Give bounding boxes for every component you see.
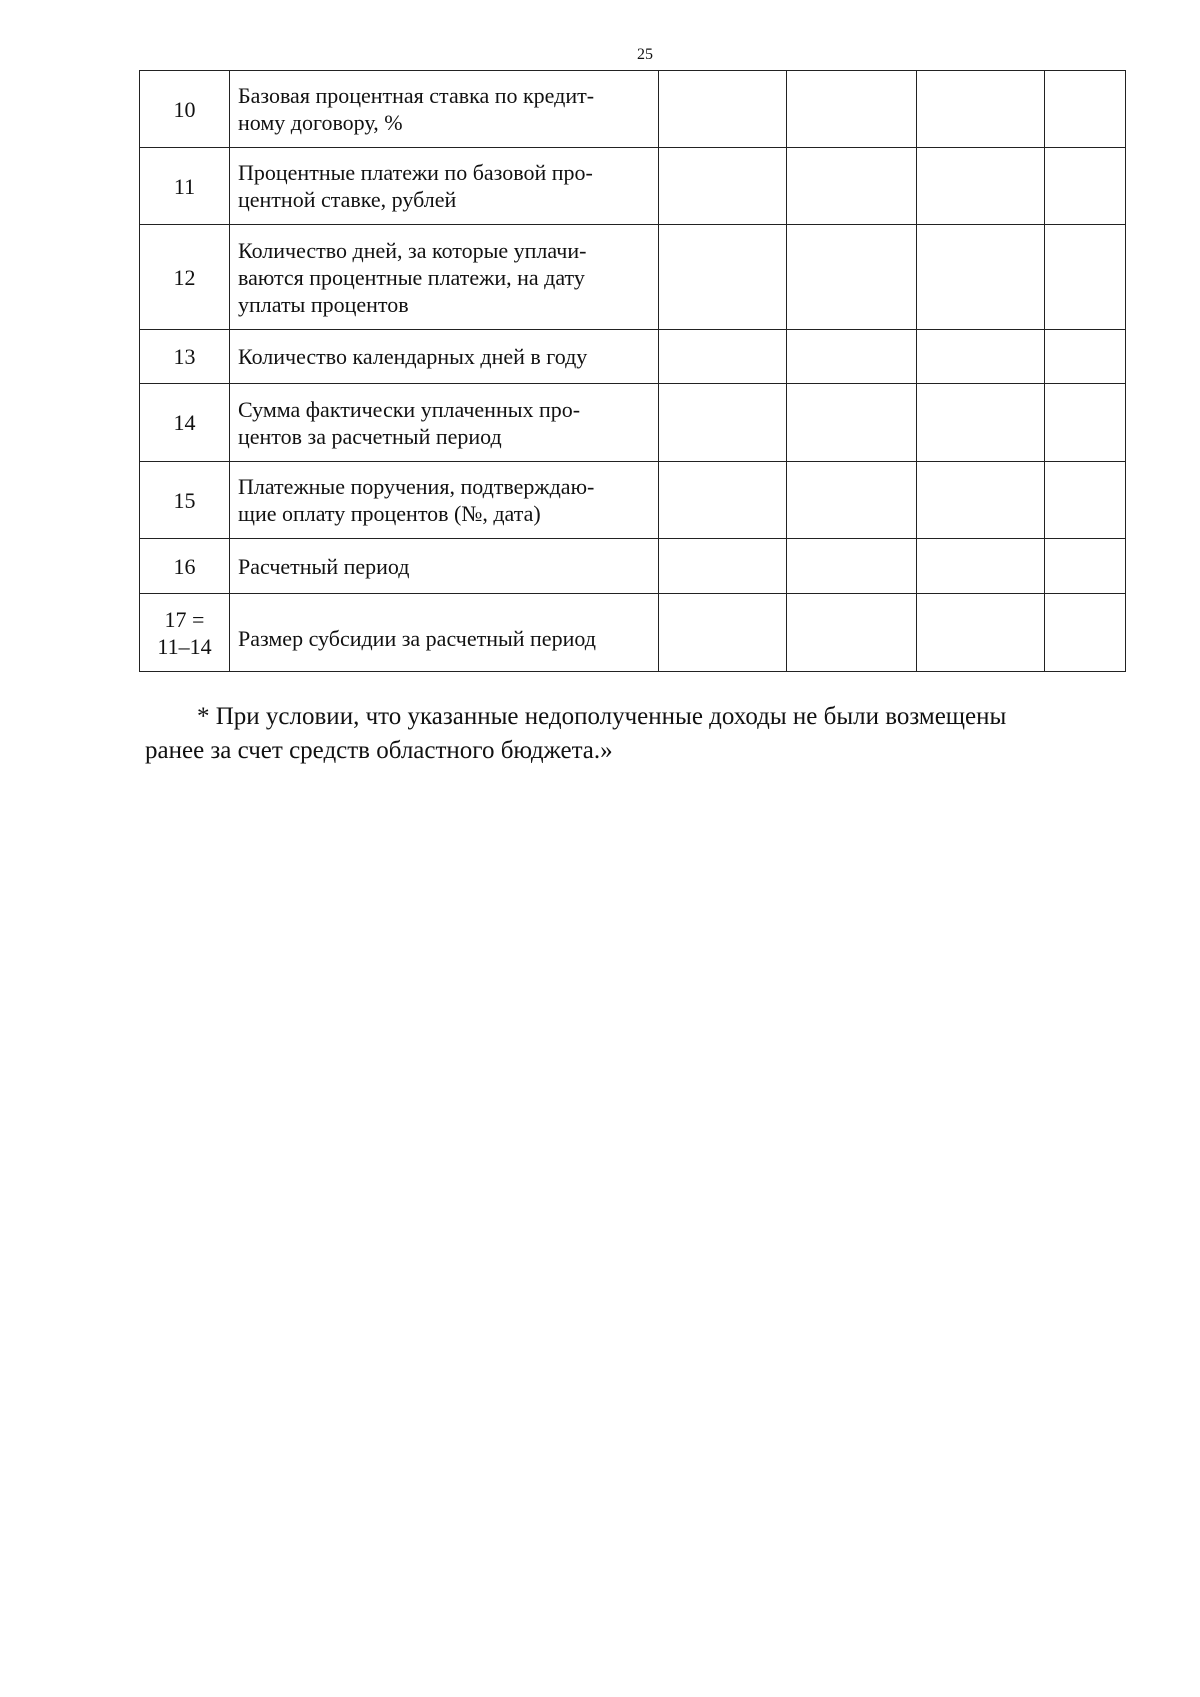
- row-description: [230, 384, 659, 462]
- empty-cell: [1045, 462, 1126, 539]
- row-number-line: 11–14: [157, 633, 212, 659]
- empty-cell: [1045, 148, 1126, 225]
- empty-cell: [1045, 71, 1126, 148]
- table-row: [140, 225, 1126, 330]
- description-line: Базовая процентная ставка по кредит-: [238, 83, 595, 108]
- empty-cell: [917, 384, 1045, 462]
- empty-cell: [917, 225, 1045, 330]
- row-description: [230, 148, 659, 225]
- empty-cell: [787, 148, 917, 225]
- table-row: [140, 539, 1126, 594]
- empty-cell: [917, 462, 1045, 539]
- row-number: 15: [140, 462, 230, 539]
- description-line: ваются процентные платежи, на дату: [238, 264, 585, 290]
- empty-cell: [659, 330, 787, 384]
- page-number: 25: [637, 46, 653, 63]
- empty-cell: [917, 539, 1045, 594]
- empty-cell: [659, 539, 787, 594]
- empty-cell: [659, 148, 787, 225]
- row-description: [230, 330, 659, 384]
- empty-cell: [1045, 539, 1126, 594]
- table-row: [140, 462, 1126, 539]
- empty-cell: [659, 384, 787, 462]
- empty-cell: [1045, 384, 1126, 462]
- empty-cell: [787, 71, 917, 148]
- footnote: [145, 700, 1145, 768]
- row-description: [230, 462, 659, 539]
- row-number: 13: [140, 330, 230, 384]
- row-description: [230, 594, 659, 672]
- table-row: [140, 594, 1126, 672]
- row-description: [230, 71, 659, 148]
- description-line: уплаты процентов: [238, 291, 409, 317]
- empty-cell: [787, 225, 917, 330]
- table-row: [140, 148, 1126, 225]
- empty-cell: [659, 225, 787, 330]
- row-number: 12: [140, 225, 230, 330]
- description-line: Размер субсидии за расчетный период: [238, 626, 596, 651]
- description-line: Количество календарных дней в году: [238, 344, 588, 369]
- row-number: 14: [140, 384, 230, 462]
- empty-cell: [659, 71, 787, 148]
- table-row: [140, 71, 1126, 148]
- description-line: Сумма фактически уплаченных про-: [238, 396, 581, 422]
- row-number: 10: [140, 71, 230, 148]
- empty-cell: [1045, 330, 1126, 384]
- description-line: Процентные платежи по базовой про-: [238, 160, 593, 185]
- description-line: Платежные поручения, подтверждаю-: [238, 474, 595, 499]
- row-number-line: 17 =: [164, 606, 205, 632]
- description-line: щие оплату процентов (№, дата): [238, 501, 541, 526]
- row-number: 16: [140, 539, 230, 594]
- empty-cell: [787, 462, 917, 539]
- empty-cell: [787, 384, 917, 462]
- description-line: Количество дней, за которые уплачи-: [238, 237, 587, 263]
- row-number: 11: [140, 148, 230, 225]
- table-row: [140, 330, 1126, 384]
- empty-cell: [917, 71, 1045, 148]
- empty-cell: [787, 539, 917, 594]
- row-description: [230, 539, 659, 594]
- empty-cell: [917, 148, 1045, 225]
- empty-cell: [787, 594, 917, 672]
- row-number: [140, 594, 230, 672]
- empty-cell: [659, 594, 787, 672]
- description-line: Расчетный период: [238, 553, 410, 579]
- empty-cell: [917, 594, 1045, 672]
- footnote-line: * При условии, что указанные недополученные доходы не были возмещены: [197, 703, 1007, 730]
- empty-cell: [1045, 594, 1126, 672]
- description-line: ному договору, %: [238, 110, 403, 135]
- empty-cell: [659, 462, 787, 539]
- description-line: центной ставке, рублей: [238, 187, 457, 212]
- table-row: [140, 384, 1126, 462]
- empty-cell: [787, 330, 917, 384]
- description-line: центов за расчетный период: [238, 423, 502, 449]
- footnote-line: ранее за счет средств областного бюджета.»: [145, 737, 613, 764]
- row-description: [230, 225, 659, 330]
- empty-cell: [1045, 225, 1126, 330]
- empty-cell: [917, 330, 1045, 384]
- data-table: [139, 70, 1126, 672]
